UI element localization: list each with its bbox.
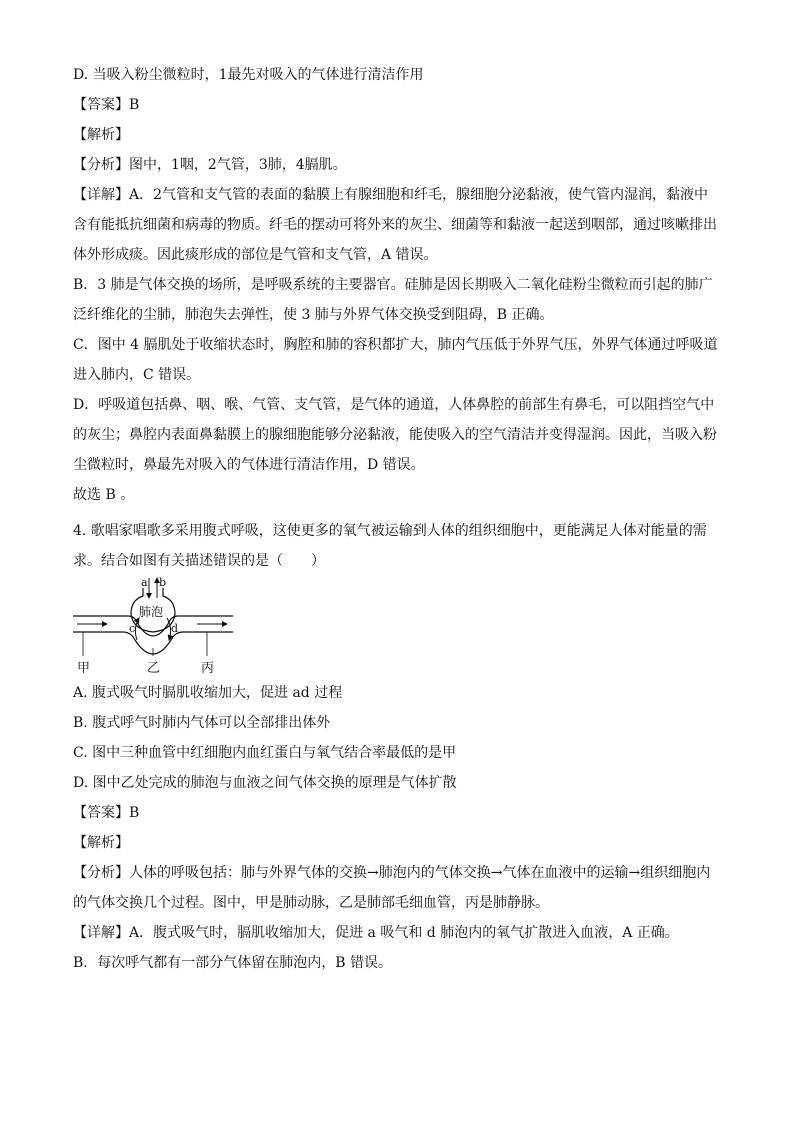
label-bing: 丙 bbox=[201, 661, 215, 676]
detail-line: 【详解】A．2气管和支气管的表面的黏膜上有腺细胞和纤毛，腺细胞分泌黏液，使气管内湿润，黏液中 bbox=[73, 187, 709, 203]
vessel-upper-wall bbox=[73, 616, 233, 636]
question-4-line: 求。结合如图有关描述错误的是（ ） bbox=[73, 553, 325, 569]
alveolus-diagram-svg bbox=[73, 576, 243, 676]
question-4-line: 4. 歌唱家唱歌多采用腹式呼吸，这使更多的氧气被运输到人体的组织细胞中，更能满足人体对能量的需 bbox=[73, 523, 707, 539]
analysis-line: 【分析】图中，1咽，2气管，3肺，4膈肌。 bbox=[73, 157, 347, 173]
detail-line: D．呼吸道包括鼻、咽、喉、气管、支气管，是气体的通道，人体鼻腔的前部生有鼻毛，可以阻挡空气中 bbox=[73, 397, 715, 413]
answer-label: 【答案】B bbox=[73, 97, 140, 113]
label-yi: 乙 bbox=[147, 661, 161, 676]
label-d: d bbox=[171, 622, 179, 635]
label-b: b bbox=[159, 576, 167, 589]
option-b: B. 腹式呼气时肺内气体可以全部排出体外 bbox=[73, 715, 331, 731]
answer-label: 【答案】B bbox=[73, 805, 140, 821]
option-d: D. 图中乙处完成的肺泡与血液之间气体交换的原理是气体扩散 bbox=[73, 775, 457, 791]
label-c: c bbox=[129, 622, 136, 635]
conclusion-line: 故选 B 。 bbox=[73, 487, 135, 503]
detail-line: C．图中 4 膈肌处于收缩状态时，胸腔和肺的容积都扩大，肺内气压低于外界气压，外界气体通过呼吸道 bbox=[73, 337, 718, 353]
label-jia: 甲 bbox=[77, 661, 91, 676]
analysis-line: 【分析】人体的呼吸包括：肺与外界气体的交换→肺泡内的气体交换→气体在血液中的运输→组织细胞内 bbox=[73, 865, 711, 881]
detail-line: 泛纤维化的尘肺，肺泡失去弹性，使 3 肺与外界气体交换受到阻碍，B 正确。 bbox=[73, 307, 554, 323]
label-a: a bbox=[141, 576, 148, 589]
option-d-line: D. 当吸入粉尘微粒时，1最先对吸入的气体进行清洁作用 bbox=[73, 67, 424, 83]
alveolus-diagram bbox=[73, 576, 243, 676]
detail-line: B．3 肺是气体交换的场所，是呼吸系统的主要器官。硅肺是因长期吸入二氧化硅粉尘微粒而引起的肺广 bbox=[73, 277, 713, 293]
analysis-line: 的气体交换几个过程。图中，甲是肺动脉，乙是肺部毛细血管，丙是肺静脉。 bbox=[73, 895, 549, 911]
analysis-label: 【解析】 bbox=[73, 835, 129, 851]
label-alveolus: 肺泡 bbox=[139, 605, 164, 619]
document-content bbox=[73, 64, 725, 974]
detail-line: 的灰尘；鼻腔内表面鼻黏膜上的腺细胞能够分泌黏液，能使吸入的空气清洁并变得湿润。因此，当吸入粉 bbox=[73, 427, 717, 443]
analysis-label: 【解析】 bbox=[73, 127, 129, 143]
option-a: A. 腹式吸气时膈肌收缩加大，促进 ad 过程 bbox=[73, 685, 343, 701]
detail-line: 【详解】A．腹式吸气时，膈肌收缩加大，促进 a 吸气和 d 肺泡内的氧气扩散进入血液，A 正确。 bbox=[73, 925, 679, 941]
detail-line: B．每次呼气都有一部分气体留在肺泡内，B 错误。 bbox=[73, 955, 393, 971]
detail-line: 进入肺内，C 错误。 bbox=[73, 367, 201, 383]
detail-line: 体外形成痰。因此痰形成的部位是气管和支气管，A 错误。 bbox=[73, 247, 438, 263]
option-c: C. 图中三种血管中红细胞内血红蛋白与氧气结合率最低的是甲 bbox=[73, 745, 457, 761]
detail-line: 含有能抵抗细菌和病毒的物质。纤毛的摆动可将外来的灰尘、细菌等和黏液一起送到咽部，通过咳嗽排出 bbox=[73, 217, 717, 233]
detail-line: 尘微粒时，鼻最先对吸入的气体进行清洁作用，D 错误。 bbox=[73, 457, 425, 473]
arrow-c bbox=[135, 618, 139, 640]
